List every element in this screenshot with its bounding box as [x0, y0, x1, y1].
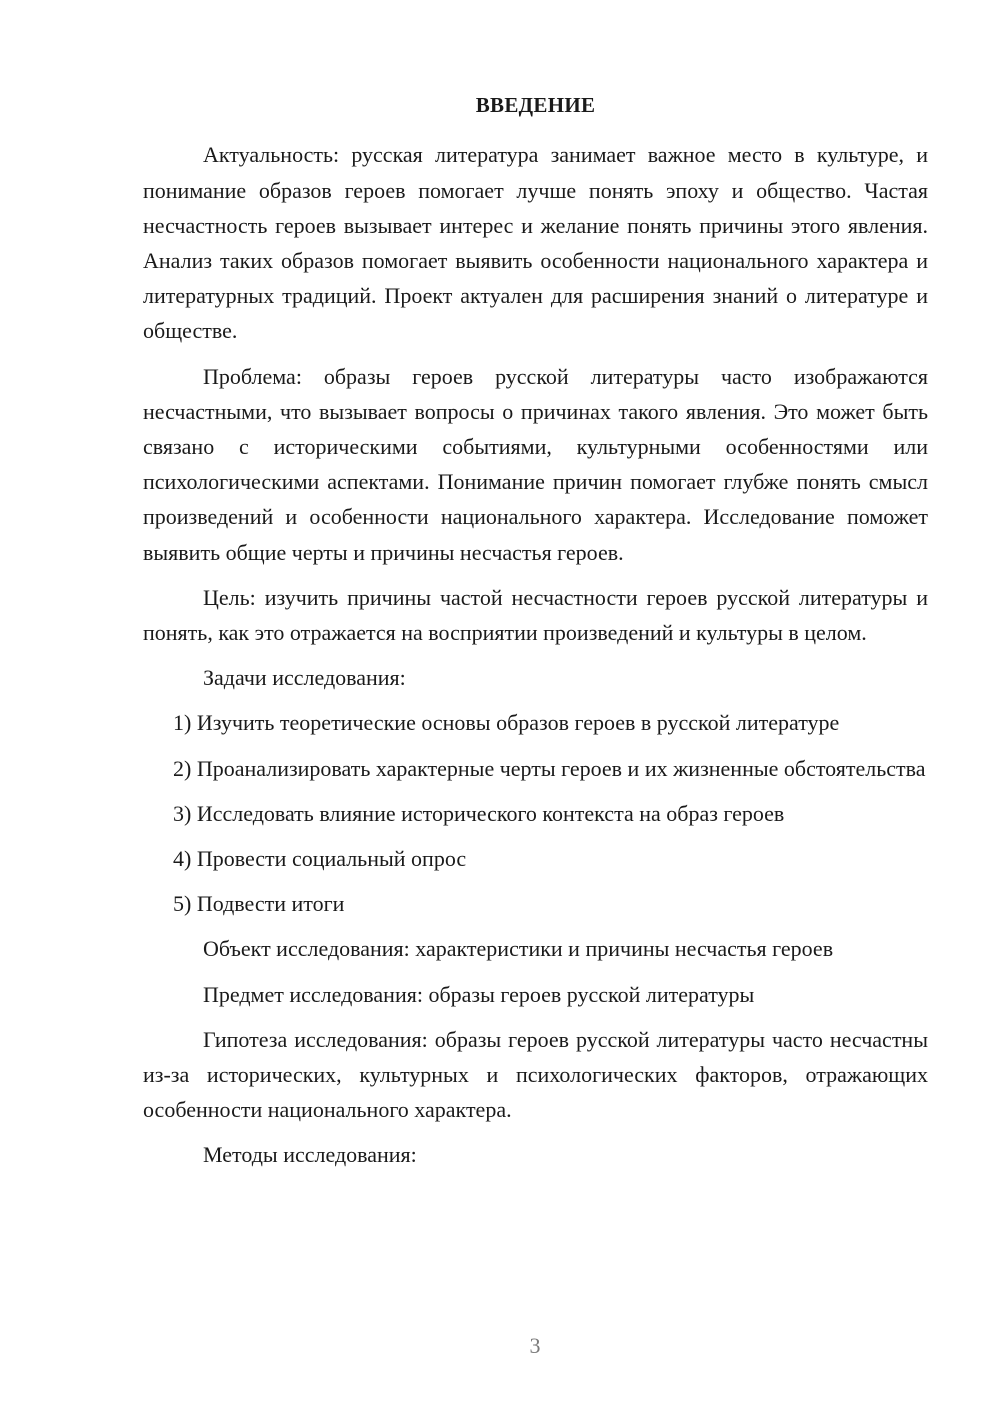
goal-paragraph: Цель: изучить причины частой несчастности героев русской литературы и понять, как это отражается на восприятии произведений и культуры в целом. — [143, 584, 928, 645]
problem-paragraph: Проблема: образы героев русской литературы часто изображаются несчастными, что вызывает вопросы о причинах такого явления. Это может быть связано с историческими событиями, культурными особенностями или психологическими аспектами. Понимание причин помогает глубже понять смысл произведений и особенности национального характера. Исследование поможет выявить общие черты и причины несчастья героев. — [143, 363, 928, 565]
task-item-1: 1) Изучить теоретические основы образов героев в русской литературе — [173, 710, 840, 736]
task-item-2: 2) Проанализировать характерные черты героев и их жизненные обстоятельства — [173, 755, 926, 781]
tasks-heading: Задачи исследования: — [203, 665, 406, 691]
task-item-5: 5) Подвести итоги — [173, 891, 345, 917]
document-page — [143, 92, 928, 1173]
task-item-3: 3) Исследовать влияние исторического контекста на образ героев — [173, 800, 785, 826]
subject-paragraph: Предмет исследования: образы героев русской литературы — [203, 981, 755, 1007]
page-number: 3 — [529, 1333, 541, 1358]
object-paragraph: Объект исследования: характеристики и причины несчастья героев — [203, 936, 834, 962]
methods-heading: Методы исследования: — [203, 1142, 417, 1168]
task-item-4: 4) Провести социальный опрос — [173, 845, 467, 871]
page-title: ВВЕДЕНИЕ — [475, 93, 596, 117]
relevance-paragraph: Актуальность: русская литература занимает важное место в культуре, и понимание образов героев помогает лучше понять эпоху и общество. Частая несчастность героев вызывает интерес и желание понять причины этого явления. Анализ таких образов помогает выявить особенности национального характера и литературных традиций. Проект актуален для расширения знаний о литературе и обществе. — [143, 142, 928, 344]
hypothesis-paragraph: Гипотеза исследования: образы героев русской литературы часто несчастны из-за исторических, культурных и психологических факторов, отражающих особенности национального характера. — [143, 1026, 928, 1123]
